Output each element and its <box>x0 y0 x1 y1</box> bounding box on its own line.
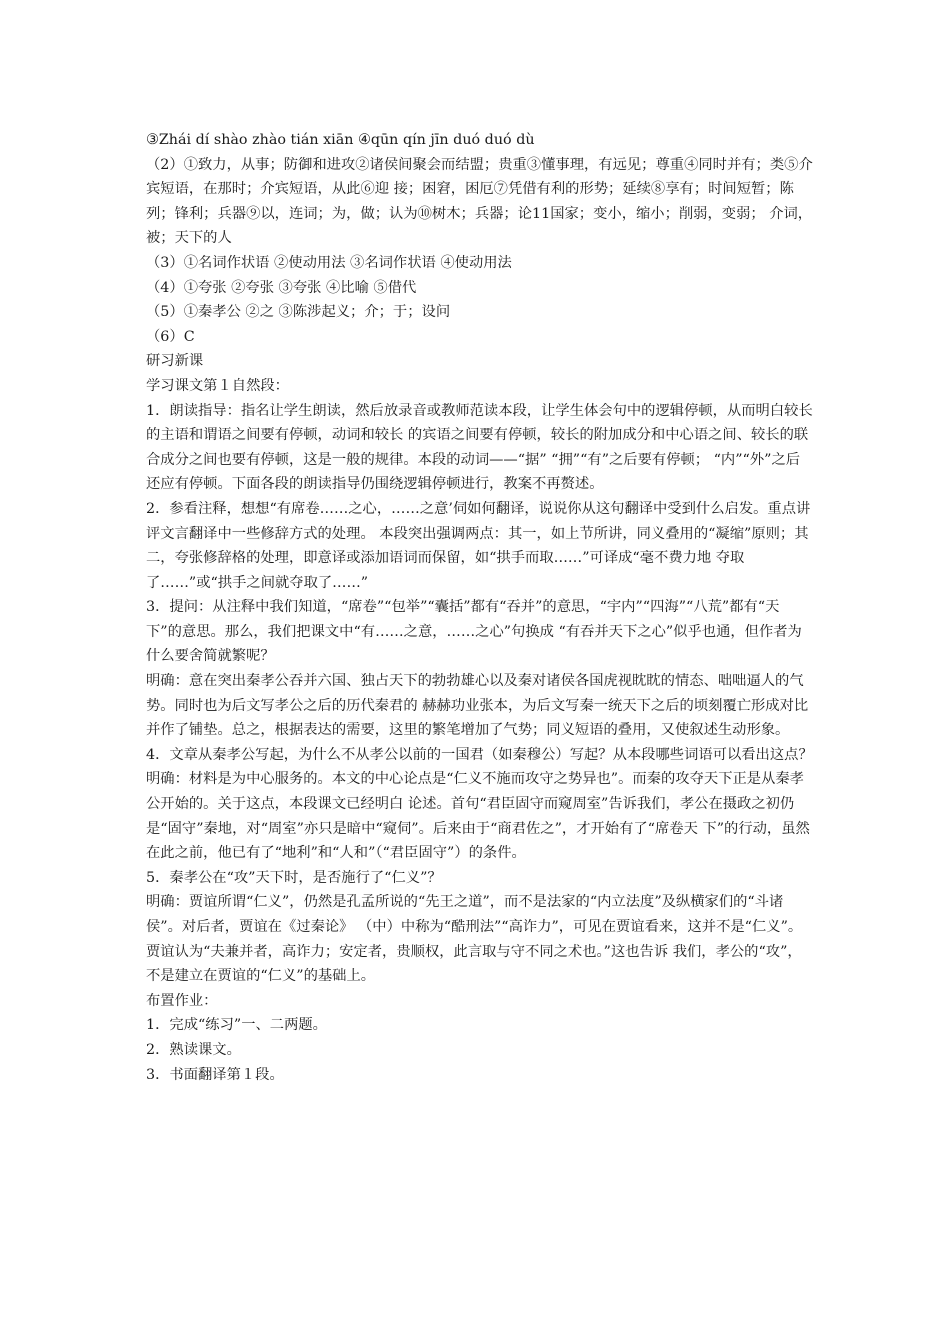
answer-6: （6）C <box>146 328 195 345</box>
pinyin-line: ③Zhái dí shào zhào tián xiān ④qūn qín jīn duó duó dù <box>146 132 535 148</box>
step-5-answer: 明确：贾谊所谓“仁义”，仍然是孔孟所说的“先王之道”，而不是法家的“内立法度”及纵横家们的“斗诸侯”。对后者，贾谊在《过秦论》 （中）中称为“酷刑法”“高诈力”，可见在贾谊看来，这并不是“仁义”。贾谊认为“夫兼并者，高诈力；安定者，贵顺权，此言取与守不同之术也。”这也告诉 我们，孝公的“攻”，不是建立在贾谊的“仁义”的基础上。 <box>146 894 803 985</box>
step-3-answer: 明确：意在突出秦孝公吞并六国、独占天下的勃勃雄心以及秦对诸侯各国虎视眈眈的情态、咄咄逼人的气势。同时也为后文写孝公之后的历代秦君的 赫赫功业张本，为后文写秦一统天下之后的顷刻覆亡形成对比并作了铺垫。总之，根据表达的需要，这里的繁笔增加了气势；同义短语的叠用，又使叙述生动形象。 <box>146 673 809 739</box>
answer-5: （5）①秦孝公 ②之 ③陈涉起义；介；于；设问 <box>146 304 451 321</box>
step-2: 2．参看注释，想想“有席卷……之心，……之意’伺如何翻译，说说你从这句翻译中受到什么启发。重点讲评文言翻译中一些修辞方式的处理。 本段突出强调两点：其一，如上节所讲，同义叠用的“凝缩”原则；其二，夸张修辞格的处理，即意译或添加语词而保留，如“拱手而取……”可译成“毫不费力地 夺取了……”或“拱手之间就夺取了……” <box>146 500 811 591</box>
homework-2: 2．熟读课文。 <box>146 1041 241 1058</box>
document-body <box>146 128 814 1087</box>
homework-heading: 布置作业： <box>146 992 218 1009</box>
section-heading: 研习新课 <box>146 353 204 370</box>
homework-1: 1．完成“练习”一、二两题。 <box>146 1017 327 1034</box>
step-4: 4．文章从秦孝公写起，为什么不从孝公以前的一国君（如秦穆公）写起？从本段哪些词语可以看出这点？ <box>146 746 813 763</box>
answer-4: （4）①夸张 ②夸张 ③夸张 ④比喻 ⑤借代 <box>146 279 417 296</box>
homework-3: 3．书面翻译第１段。 <box>146 1066 284 1083</box>
step-1: 1．朗读指导：指名让学生朗读，然后放录音或教师范读本段，让学生体会句中的逻辑停顿，从而明白较长的主语和谓语之间要有停顿，动词和较长 的宾语之间要有停顿，较长的附加成分和中心语之间、较长的联合成分之间也要有停顿，这是一般的规律。本段的动词——“据” “拥”“有”之后要有停顿； “内”“外”之后还应有停顿。下面各段的朗读指导仍围绕逻辑停顿进行，教案不再赘述。 <box>146 402 813 493</box>
step-5: 5．秦孝公在“攻”天下时，是否施行了“仁义”？ <box>146 869 442 886</box>
subsection-heading: 学习课文第１自然段： <box>146 377 289 394</box>
step-4-answer: 明确：材料是为中心服务的。本文的中心论点是“仁义不施而攻守之势异也”。而秦的攻夺天下正是从秦孝公开始的。关于这点，本段课文已经明白 论述。首句“君臣固守而窥周室”告诉我们，孝公在摄政之初仍是“固守”秦地，对“周室”亦只是暗中“窥伺”。后来由于“商君佐之”，才开始有了“席卷天 下”的行动，虽然在此之前，他已有了“地利”和“人和”（“君臣固守”）的条件。 <box>146 771 810 862</box>
answer-2: （2）①致力，从事；防御和进攻②诸侯间聚会而结盟；贵重③懂事理，有远见；尊重④同时并有；类⑤介宾短语，在那时；介宾短语，从此⑥迎 接；困窘，困厄⑦凭借有利的形势；延续⑧享有；时间短暂；陈列；锋利；兵器⑨以，连词；为，做；认为⑩树木；兵器；论11国家；变小，缩小；削弱，变弱； 介词，被；天下的人 <box>146 156 813 247</box>
answer-3: （3）①名词作状语 ②使动用法 ③名词作状语 ④使动用法 <box>146 254 512 271</box>
step-3: 3．提问：从注释中我们知道，“席卷”“包举”“囊括”都有“吞并”的意思，“宇内”“四海”“八荒”都有“天下”的意思。那么，我们把课文中“有……之意，……之心”句换成 “有吞并天下之心”似乎也通，但作者为什么要舍简就繁呢？ <box>146 599 802 665</box>
